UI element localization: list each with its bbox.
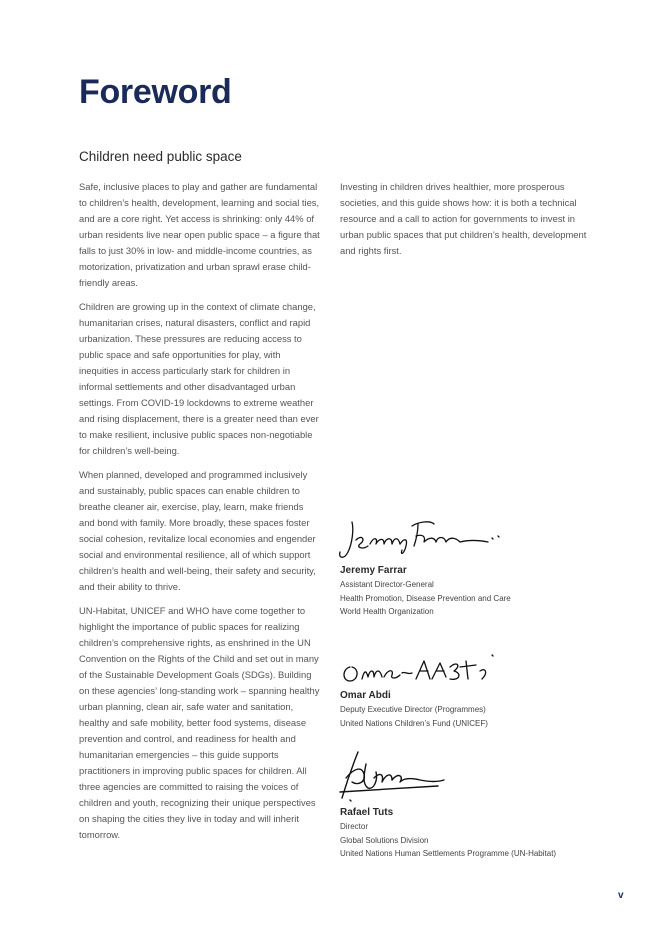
body-paragraph: Safe, inclusive places to play and gather are fundamental to children’s health, development, learning and social ties, and are a core right. Yet access is shrinking: only 44% of urban residents live near open public space – a figure that falls to just 30% in low- and middle-income countries, as motorization, privatization and urban sprawl erase child-friendly areas. [79,181,320,288]
body-paragraph: Investing in children drives healthier, more prosperous societies, and this guide shows how: it is both a technical resource and a call to action for governments to invest in urban public spaces that put children’s health, development and rights first. [340,181,587,256]
signatory-title: Director [340,822,369,831]
section-heading: Children need public space [79,149,242,164]
signatory-title: Deputy Executive Director (Programmes) [340,705,486,714]
body-paragraph: Children are growing up in the context of climate change, humanitarian crises, natural disasters, conflict and rapid urbanization. These pressures are reducing access to public space and safe opportunities for play, with inequities in access particularly stark for children in informal settlements and other disadvantaged urban settings. From COVID-19 lockdowns to extreme weather and rising displacement, there is a greater need than ever to make resilient, inclusive public spaces non-negotiable for children’s well-being. [79,301,319,456]
signatory-division: Health Promotion, Disease Prevention and Care [340,593,511,603]
signature-block-abdi [338,645,598,730]
signatory-name: Omar Abdi [340,690,391,701]
signatory-organization: United Nations Human Settlements Programme (UN-Habitat) [340,849,557,858]
body-paragraph: When planned, developed and programmed inclusively and sustainably, public spaces can enable children to breathe cleaner air, exercise, play, learn, make friends and bond with family. More broadly, these spaces foster social cohesion, revitalize local economies and engender social and environmental resilience, all of which support children’s health and well-being, their safety and security, and their ability to thrive. [79,469,316,592]
left-column [79,179,321,851]
signature-abdi-image [338,645,508,689]
signatory-name: Rafael Tuts [340,807,394,818]
page-title: Foreword [79,73,232,111]
body-paragraph: UN-Habitat, UNICEF and WHO have come together to highlight the importance of public spaces for realizing children’s comprehensive rights, as enshrined in the UN Convention on the Rights of the Child and set out in many of the Sustainable Development Goals (SDGs). Building on these agencies’ long-standing work – spanning healthy urban planning, clean air, safe water and sanitation, healthy and safe mobility, better food systems, disease prevention and control, and readiness for health and humanitarian emergencies – this guide supports practitioners in improving public spaces for children. All three agencies are committed to raising the voices of children and youth, recognizing their unique perspectives on shaping the cities they live in today and will inherit tomorrow. [79,605,320,840]
signatory-title: Assistant Director-General [340,580,434,589]
signatory-name: Jeremy Farrar [340,565,407,576]
signature-farrar-image [338,514,508,564]
signature-block-tuts [338,748,598,861]
page-number: v [618,890,624,901]
signatory-organization: United Nations Children’s Fund (UNICEF) [340,718,488,728]
signatory-organization: World Health Organization [340,607,434,616]
signature-block-farrar [338,514,598,619]
signatory-division: Global Solutions Division [340,835,429,845]
right-column [340,179,588,267]
signature-tuts-image [338,748,508,806]
